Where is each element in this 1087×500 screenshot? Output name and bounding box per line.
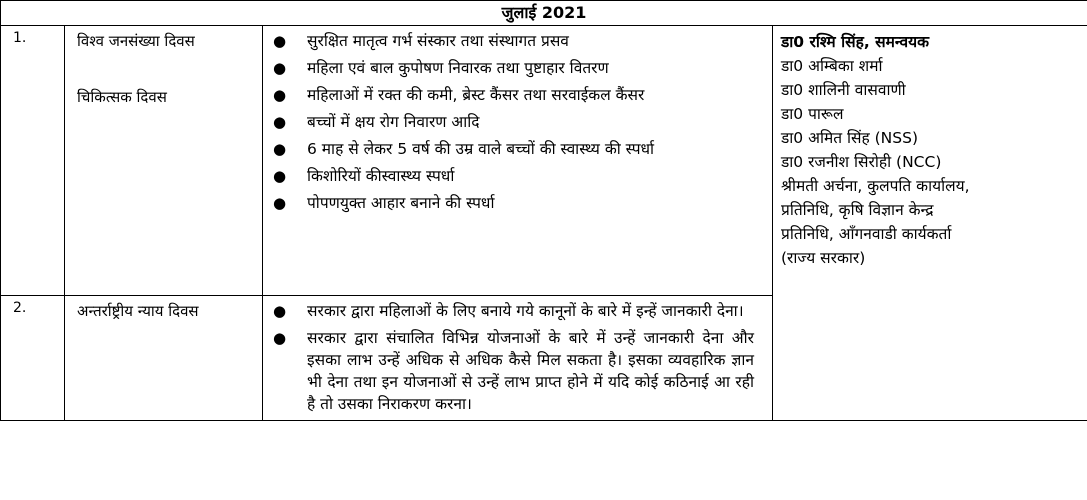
day-cell <box>65 26 263 296</box>
list-item <box>271 30 754 52</box>
day-name: चिकित्सक दिवस <box>77 88 167 106</box>
coordinator-member: (राज्य सरकार) <box>781 249 866 267</box>
bullet-icon: ● <box>273 167 287 185</box>
bullet-icon: ● <box>273 329 287 347</box>
list-item <box>271 111 754 133</box>
bullet-icon: ● <box>273 113 287 131</box>
row-number: 1. <box>1 26 65 296</box>
coordinator-member: डा0 अम्बिका शर्मा <box>781 57 883 75</box>
coordinator-member: प्रतिनिधि, कृषि विज्ञान केन्द्र <box>781 201 934 219</box>
list-item <box>271 300 754 322</box>
coordinators-cell <box>773 26 1087 421</box>
day-cell <box>65 296 263 421</box>
coordinator-member: डा0 पारूल <box>781 105 844 123</box>
activity-text: सरकार द्वारा संचालित विभिन्न योजनाओं के बारे में उन्हें जानकारी देना और इसका लाभ उन्हें अधिक से अधिक कैसे मिल सकता है। इसका व्यवहारिक ज्ञान भी देना तथा इन योजनाओं से उन्हें लाभ प्राप्त होने में यदि कोई कठिनाई आ रही है तो उसका निराकरण करना। <box>307 329 754 413</box>
month-title: जुलाई 2021 <box>1 1 1087 26</box>
activity-text: महिलाओं में रक्त की कमी, ब्रेस्ट कैंसर तथा सरवाईकल कैंसर <box>307 86 645 104</box>
day-name: विश्व जनसंख्या दिवस <box>77 32 195 50</box>
bullet-icon: ● <box>273 194 287 212</box>
activity-text: बच्चों में क्षय रोग निवारण आदि <box>307 113 480 131</box>
list-item <box>271 192 754 214</box>
list-item <box>271 57 754 79</box>
list-item <box>271 138 754 160</box>
activity-text: महिला एवं बाल कुपोषण निवारक तथा पुष्टाहार वितरण <box>307 59 609 77</box>
bullet-icon: ● <box>273 302 287 320</box>
list-item <box>271 327 754 415</box>
bullet-icon: ● <box>273 140 287 158</box>
activity-text: किशोरियों कीस्वास्थ्य स्पर्धा <box>307 167 455 185</box>
activity-list <box>263 296 772 415</box>
bullet-icon: ● <box>273 32 287 50</box>
activity-text: सुरक्षित मातृत्व गर्भ संस्कार तथा संस्थागत प्रसव <box>307 32 569 50</box>
day-name: अन्तर्राष्ट्रीय न्याय दिवस <box>77 302 199 320</box>
bullet-icon: ● <box>273 86 287 104</box>
coordinator-lead: डा0 रश्मि सिंह, समन्वयक <box>781 33 929 51</box>
coordinator-member: श्रीमती अर्चना, कुलपति कार्यालय, <box>781 177 970 195</box>
coordinator-member: डा0 अमित सिंह (NSS) <box>781 129 919 147</box>
table-row <box>1 26 1087 296</box>
activity-text: सरकार द्वारा महिलाओं के लिए बनाये गये कानूनों के बारे में इन्हें जानकारी देना। <box>307 302 744 320</box>
row-number: 2. <box>1 296 65 421</box>
activity-list <box>263 26 772 214</box>
coordinator-member: प्रतिनिधि, आँगनवाडी कार्यकर्ता <box>781 225 952 243</box>
list-item <box>271 84 754 106</box>
coordinator-member: डा0 शालिनी वासवाणी <box>781 81 906 99</box>
bullet-icon: ● <box>273 59 287 77</box>
activities-cell <box>263 296 773 421</box>
title-row <box>1 1 1087 26</box>
activity-text: 6 माह से लेकर 5 वर्ष की उम्र वाले बच्चों की स्वास्थ्य की स्पर्धा <box>307 140 655 158</box>
activity-text: पोपणयुक्त आहार बनाने की स्पर्धा <box>307 194 495 212</box>
list-item <box>271 165 754 187</box>
coordinator-member: डा0 रजनीश सिरोही (NCC) <box>781 153 942 171</box>
activities-cell <box>263 26 773 296</box>
